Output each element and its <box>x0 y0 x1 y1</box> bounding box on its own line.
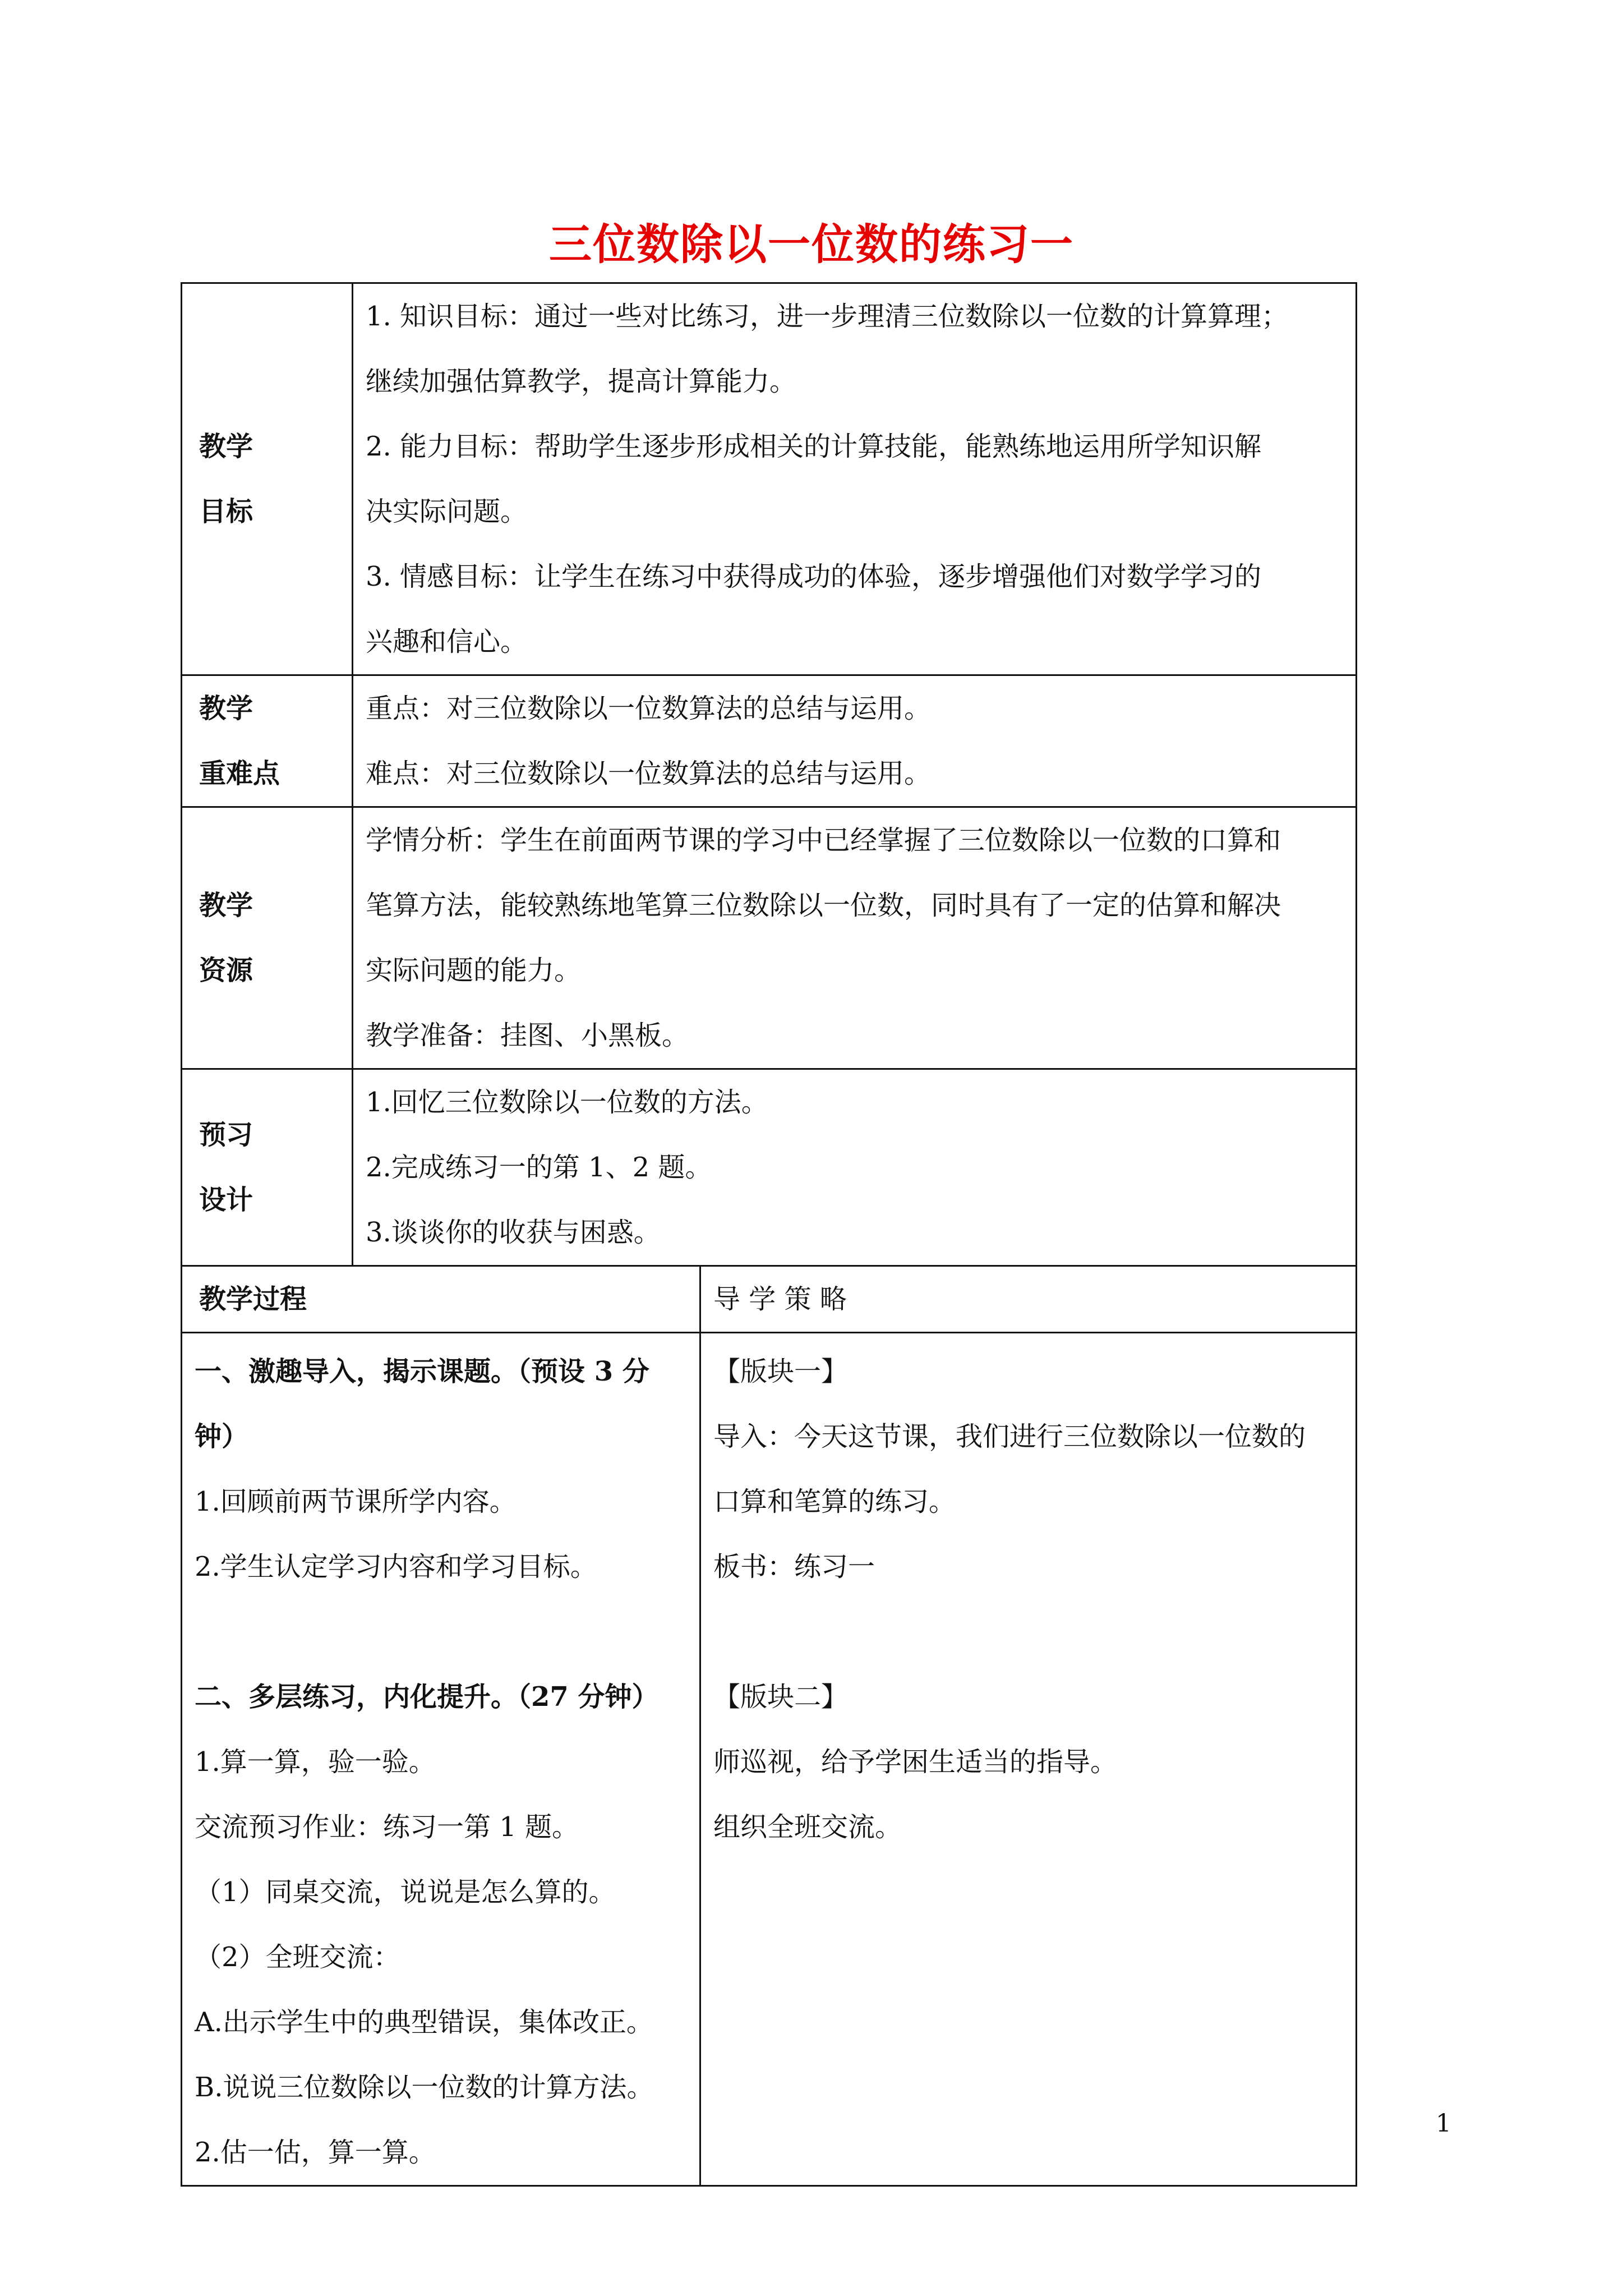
objectives-label-line2: 目标 <box>199 496 253 527</box>
document-title: 三位数除以一位数的练习一 <box>549 219 1074 269</box>
section1-heading: 一、激趣导入，揭示课题。（预设 3 分钟） <box>195 1356 649 1452</box>
section2-line: B.说说三位数除以一位数的计算方法。 <box>195 2072 654 2103</box>
section2-line: 1.算一算，验一验。 <box>195 1746 436 1778</box>
preview-line: 3.谈谈你的收获与困惑。 <box>366 1217 661 1248</box>
key-points-label <box>182 675 353 807</box>
section2-line: 2.估一估，算一算。 <box>195 2137 436 2168</box>
section2-line: （1）同桌交流，说说是怎么算的。 <box>195 1876 616 1908</box>
objectives-line: 兴趣和信心。 <box>366 626 528 657</box>
preview-label <box>182 1069 353 1266</box>
resources-row <box>182 807 1357 1069</box>
preview-line: 2.完成练习一的第 1、2 题。 <box>366 1152 712 1183</box>
objectives-label-line1: 教学 <box>199 431 253 462</box>
preview-row <box>182 1069 1357 1266</box>
page-number: 1 <box>1436 2109 1451 2138</box>
block2-heading: 【版块二】 <box>713 1681 849 1713</box>
block1-heading: 【版块一】 <box>713 1356 849 1387</box>
resources-line: 笔算方法，能较熟练地笔算三位数除以一位数，同时具有了一定的估算和解决 <box>366 890 1281 921</box>
key-points-line: 重点：对三位数除以一位数算法的总结与运用。 <box>366 693 932 724</box>
key-points-line: 难点：对三位数除以一位数算法的总结与运用。 <box>366 758 932 789</box>
preview-line: 1.回忆三位数除以一位数的方法。 <box>366 1087 768 1118</box>
section-spacer <box>195 1599 687 1664</box>
resources-label-line2: 资源 <box>199 955 253 986</box>
key-points-content <box>353 675 1357 807</box>
objectives-line: 继续加强估算教学，提高计算能力。 <box>366 366 797 397</box>
section1-line: 1.回顾前两节课所学内容。 <box>195 1486 517 1517</box>
objectives-line: 决实际问题。 <box>366 496 528 527</box>
objectives-line: 1. 知识目标：通过一些对比练习，进一步理清三位数除以一位数的计算算理； <box>366 301 1289 332</box>
resources-content <box>353 807 1357 1069</box>
objectives-label <box>182 283 353 675</box>
section2-line: （2）全班交流： <box>195 1941 400 1973</box>
preview-label-line2: 设计 <box>199 1184 253 1216</box>
lesson-plan-table <box>181 282 1357 2187</box>
resources-label-line1: 教学 <box>199 890 253 921</box>
key-points-row <box>182 675 1357 807</box>
objectives-content <box>353 283 1357 675</box>
key-points-label-line2: 重难点 <box>199 758 280 789</box>
process-left-column <box>182 1333 700 2186</box>
block1-line: 口算和笔算的练习。 <box>713 1486 956 1517</box>
block1-line: 板书：练习一 <box>713 1551 875 1582</box>
section2-heading: 二、多层练习，内化提升。（27 分钟） <box>195 1681 659 1713</box>
objectives-row <box>182 283 1357 675</box>
process-header-right: 导 学 策 略 <box>700 1266 1357 1333</box>
resources-label <box>182 807 353 1069</box>
section1-line: 2.学生认定学习内容和学习目标。 <box>195 1551 597 1582</box>
block-spacer <box>713 1599 1343 1664</box>
preview-content <box>353 1069 1357 1266</box>
process-right-column <box>700 1333 1357 2186</box>
key-points-label-line1: 教学 <box>199 693 253 724</box>
preview-label-line1: 预习 <box>199 1119 253 1151</box>
objectives-line: 2. 能力目标：帮助学生逐步形成相关的计算技能，能熟练地运用所学知识解 <box>366 431 1262 462</box>
resources-line: 教学准备：挂图、小黑板。 <box>366 1020 689 1051</box>
process-body-row <box>182 1333 1357 2186</box>
block2-line: 师巡视，给予学困生适当的指导。 <box>713 1746 1118 1778</box>
process-header-row <box>182 1266 1357 1333</box>
resources-line: 实际问题的能力。 <box>366 955 582 986</box>
resources-line: 学情分析：学生在前面两节课的学习中已经掌握了三位数除以一位数的口算和 <box>366 825 1281 856</box>
objectives-line: 3. 情感目标：让学生在练习中获得成功的体验，逐步增强他们对数学学习的 <box>366 561 1262 592</box>
section2-line: A.出示学生中的典型错误，集体改正。 <box>195 2007 653 2038</box>
block1-line: 导入：今天这节课，我们进行三位数除以一位数的 <box>713 1421 1306 1452</box>
process-header-left: 教学过程 <box>182 1266 700 1333</box>
block2-line: 组织全班交流。 <box>713 1811 902 1843</box>
section2-line: 交流预习作业：练习一第 1 题。 <box>195 1811 579 1843</box>
